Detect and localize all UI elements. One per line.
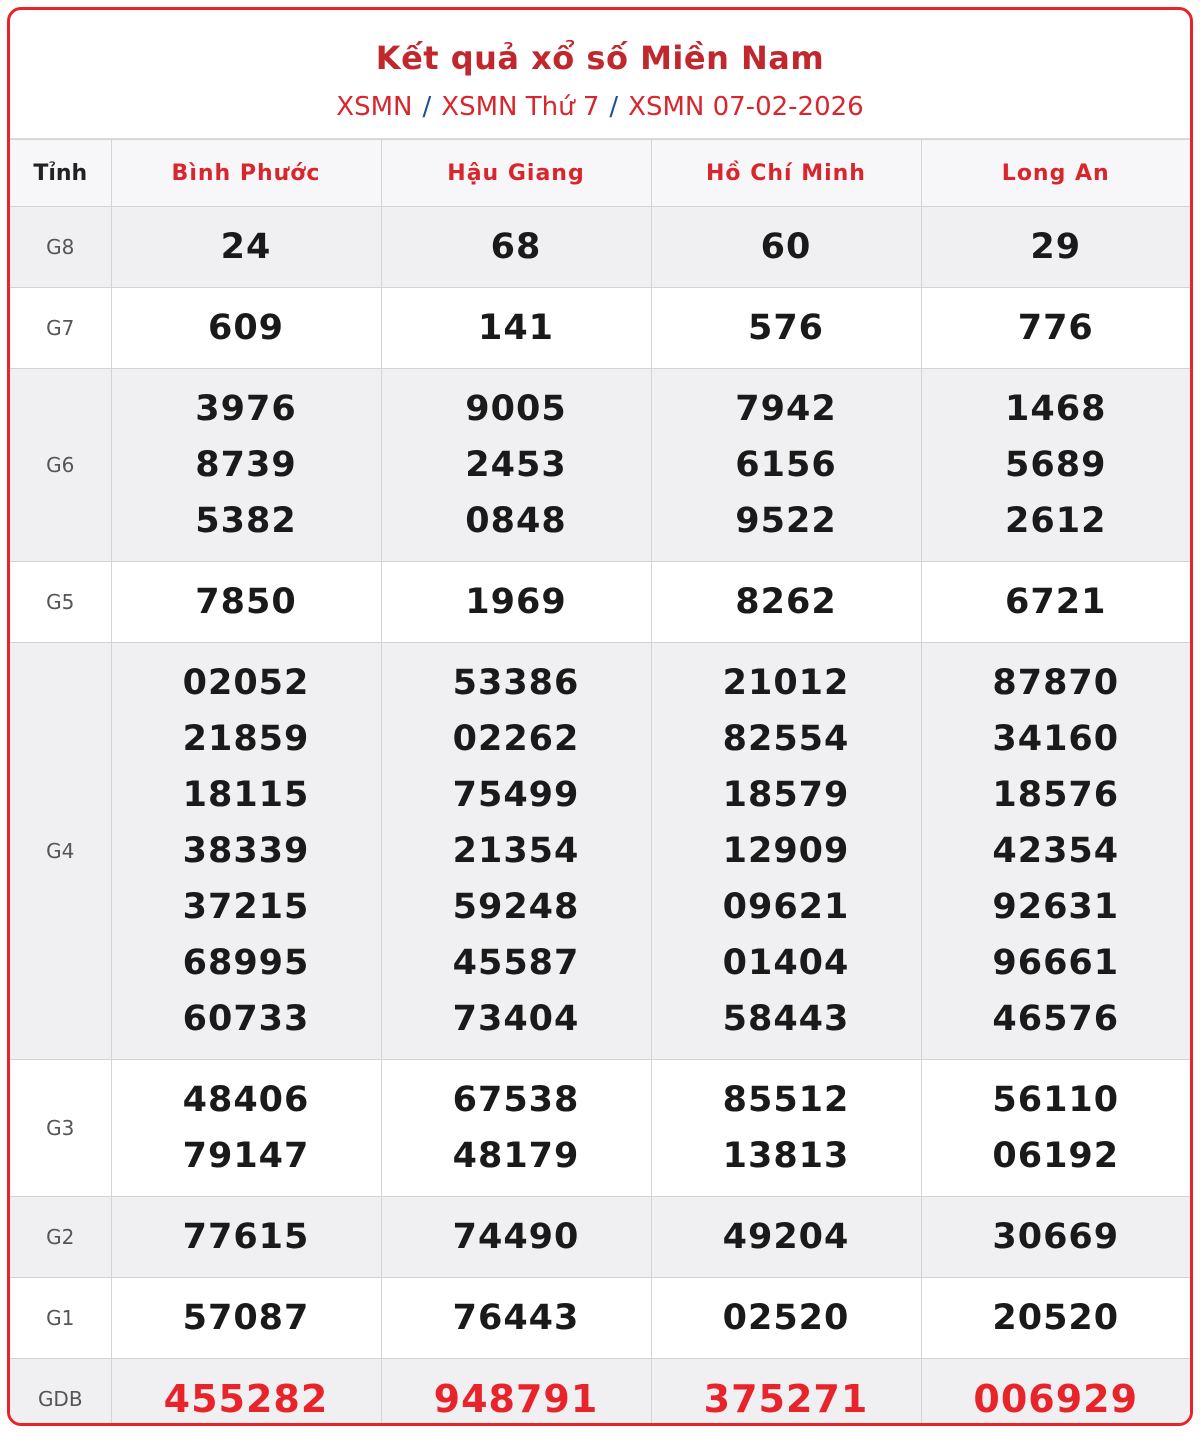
province-column-header: Tỉnh [10, 140, 111, 207]
special-prize-number: 948791 [433, 1377, 599, 1421]
breadcrumb-separator: / [422, 92, 432, 122]
result-cell [381, 643, 651, 1060]
result-cell [921, 369, 1190, 562]
breadcrumb [10, 92, 1190, 122]
special-prize-number: 455282 [163, 1377, 329, 1421]
prize-number: 77615 [182, 1217, 310, 1257]
prize-number: 57087 [182, 1298, 310, 1338]
prize-number: 68995 [182, 943, 310, 983]
prize-number: 7850 [195, 582, 297, 622]
result-cell [651, 369, 921, 562]
prize-row-g4 [10, 643, 1190, 1060]
result-cell [651, 1197, 921, 1278]
prize-number: 42354 [992, 831, 1120, 871]
prize-number: 96661 [992, 943, 1120, 983]
prize-number: 59248 [452, 887, 580, 927]
prize-number: 48179 [452, 1136, 580, 1176]
breadcrumb-link-xsmn[interactable]: XSMN [336, 92, 413, 122]
prize-number: 75499 [452, 775, 580, 815]
prize-label: G1 [10, 1278, 111, 1359]
result-cell [381, 1197, 651, 1278]
prize-number: 29 [1030, 227, 1082, 267]
prize-number: 67538 [452, 1080, 580, 1120]
special-prize-number: 375271 [703, 1377, 869, 1421]
result-cell [651, 643, 921, 1060]
prize-row-gdb [10, 1359, 1190, 1427]
prize-number: 38339 [182, 831, 310, 871]
prize-label: G2 [10, 1197, 111, 1278]
breadcrumb-link-xsmn-thu-7[interactable]: XSMN Thứ 7 [441, 92, 600, 122]
prize-number: 8262 [735, 582, 837, 622]
prize-label: G4 [10, 643, 111, 1060]
prize-number: 6156 [735, 445, 837, 485]
prize-number: 21859 [182, 719, 310, 759]
prize-number: 87870 [992, 663, 1120, 703]
result-cell [921, 643, 1190, 1060]
prize-number: 30669 [992, 1217, 1120, 1257]
prize-number: 0848 [465, 501, 567, 541]
prize-label: G7 [10, 288, 111, 369]
prize-number: 2612 [1005, 501, 1107, 541]
prize-number: 79147 [182, 1136, 310, 1176]
prize-number: 01404 [722, 943, 850, 983]
prize-number: 21012 [722, 663, 850, 703]
prize-row-g1 [10, 1278, 1190, 1359]
results-table [10, 139, 1190, 1426]
result-cell [921, 1278, 1190, 1359]
prize-number: 21354 [452, 831, 580, 871]
result-cell [651, 562, 921, 643]
prize-number: 74490 [452, 1217, 580, 1257]
prize-row-g5 [10, 562, 1190, 643]
prize-number: 85512 [722, 1080, 850, 1120]
prize-number: 776 [1017, 308, 1094, 348]
prize-row-g6 [10, 369, 1190, 562]
result-cell [111, 369, 381, 562]
province-hau-giang[interactable]: Hậu Giang [381, 140, 651, 207]
result-cell [651, 1278, 921, 1359]
prize-row-g2 [10, 1197, 1190, 1278]
prize-number: 24 [220, 227, 272, 267]
result-cell [921, 562, 1190, 643]
prize-number: 1969 [465, 582, 567, 622]
prize-number: 06192 [992, 1136, 1120, 1176]
result-cell [381, 288, 651, 369]
result-cell [111, 1060, 381, 1197]
province-long-an[interactable]: Long An [921, 140, 1190, 207]
prize-number: 09621 [722, 887, 850, 927]
result-cell [381, 562, 651, 643]
prize-number: 9522 [735, 501, 837, 541]
prize-number: 18579 [722, 775, 850, 815]
prize-number: 45587 [452, 943, 580, 983]
special-prize-number: 006929 [973, 1377, 1139, 1421]
result-cell [381, 1278, 651, 1359]
table-header-row [10, 140, 1190, 207]
prize-number: 92631 [992, 887, 1120, 927]
prize-number: 13813 [722, 1136, 850, 1176]
prize-number: 20520 [992, 1298, 1120, 1338]
result-cell [651, 1060, 921, 1197]
result-cell [111, 1359, 381, 1427]
prize-number: 18115 [182, 775, 310, 815]
result-cell [111, 1278, 381, 1359]
prize-row-g8 [10, 207, 1190, 288]
result-cell [381, 1060, 651, 1197]
prize-number: 56110 [992, 1080, 1120, 1120]
results-card [7, 7, 1193, 1426]
result-cell [111, 643, 381, 1060]
prize-number: 5689 [1005, 445, 1107, 485]
prize-number: 60 [760, 227, 812, 267]
prize-number: 49204 [722, 1217, 850, 1257]
result-cell [111, 562, 381, 643]
breadcrumb-separator: / [609, 92, 619, 122]
result-cell [111, 1197, 381, 1278]
prize-label: G5 [10, 562, 111, 643]
prize-number: 576 [747, 308, 825, 348]
prize-number: 02520 [722, 1298, 850, 1338]
prize-number: 76443 [452, 1298, 580, 1338]
prize-number: 18576 [992, 775, 1120, 815]
result-cell [921, 288, 1190, 369]
result-cell [651, 288, 921, 369]
result-cell [381, 1359, 651, 1427]
prize-number: 7942 [735, 389, 837, 429]
result-cell [921, 1359, 1190, 1427]
page-title: Kết quả xổ số Miền Nam [375, 39, 825, 77]
prize-number: 1468 [1005, 389, 1107, 429]
result-cell [381, 369, 651, 562]
result-cell [111, 207, 381, 288]
prize-number: 5382 [195, 501, 297, 541]
prize-number: 3976 [195, 389, 297, 429]
prize-number: 9005 [465, 389, 567, 429]
prize-number: 02052 [182, 663, 310, 703]
prize-number: 609 [207, 308, 285, 348]
prize-row-g3 [10, 1060, 1190, 1197]
result-cell [921, 1060, 1190, 1197]
result-cell [921, 1197, 1190, 1278]
prize-number: 60733 [182, 999, 310, 1039]
result-cell [111, 288, 381, 369]
province-binh-phuoc[interactable]: Bình Phước [111, 140, 381, 207]
prize-number: 8739 [195, 445, 297, 485]
prize-number: 2453 [465, 445, 567, 485]
result-cell [651, 207, 921, 288]
prize-label: GDB [10, 1359, 111, 1427]
prize-number: 6721 [1005, 582, 1107, 622]
prize-row-g7 [10, 288, 1190, 369]
results-header [10, 10, 1190, 139]
result-cell [381, 207, 651, 288]
prize-number: 48406 [182, 1080, 310, 1120]
prize-number: 73404 [452, 999, 580, 1039]
breadcrumb-link-xsmn-date[interactable]: XSMN 07-02-2026 [628, 92, 864, 122]
prize-number: 82554 [722, 719, 850, 759]
province-ho-chi-minh[interactable]: Hồ Chí Minh [651, 140, 921, 207]
prize-label: G6 [10, 369, 111, 562]
prize-label: G8 [10, 207, 111, 288]
prize-number: 58443 [722, 999, 850, 1039]
prize-number: 37215 [182, 887, 310, 927]
prize-label: G3 [10, 1060, 111, 1197]
prize-number: 46576 [992, 999, 1120, 1039]
prize-number: 12909 [722, 831, 850, 871]
result-cell [651, 1359, 921, 1427]
prize-number: 02262 [452, 719, 580, 759]
result-cell [921, 207, 1190, 288]
prize-number: 53386 [452, 663, 580, 703]
prize-number: 34160 [992, 719, 1120, 759]
prize-number: 141 [477, 308, 555, 348]
prize-number: 68 [490, 227, 542, 267]
